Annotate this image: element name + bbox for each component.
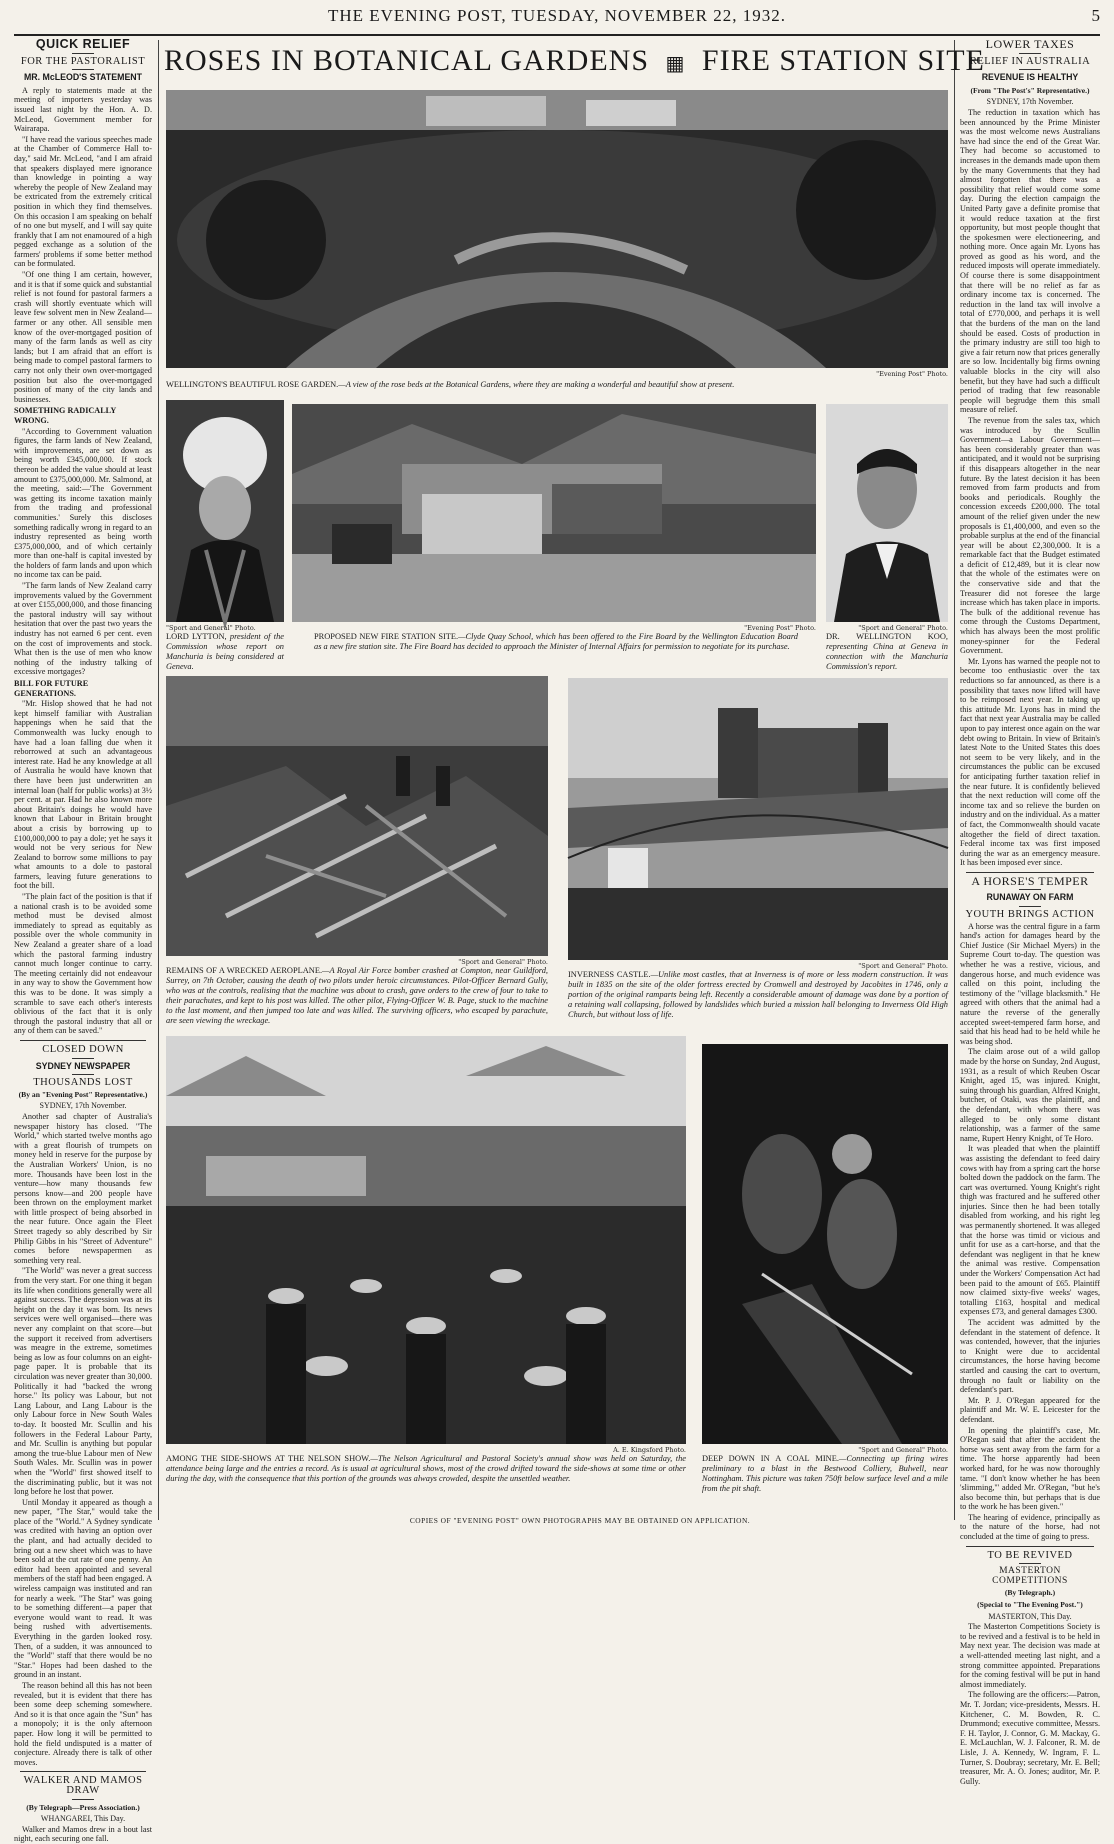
divider [1019,69,1041,70]
photo-credit: "Sport and General" Photo. [166,624,256,632]
divider [20,1040,146,1041]
article-paragraph: The following are the officers:—Patron, Mr. T. Jordan; vice-presidents, Messrs. H. Kitchener, C. M. Bowden, R. C. Drummond; executive committee, Messrs. F. H. Taylor, J. Connor, G. M. Mackay, G. E. McLauchlan, W. J. Falconer, R. M. de Lisle, J. A. Kennedy, W. Ingram, F. L. Turner, S. Doubray; secretary, Mr. E. Bell; treasurer, Mr. A. O. Jones; auditor, Mr. P. Gully. [960,1690,1100,1786]
article-credit: (By Telegraph.) [1004,1588,1056,1598]
article-paragraph: It was pleaded that when the plaintiff was assisting the defendant to feed dairy cows with hay from a spring cart the horse bolted down the paddock on the farm. The cart was overturned. Young Knight's right thigh was fractured and he suffered other injuries. Since then he had been totally disabled from working, and his right leg was permanently shortened. It was alleged that the horse was timid or vicious and unfit for use as a cart-horse, and that the defendant was negligent in that he knew the animal was restive. Compensation under the Workers' Compensation Act had been paid to the amount of £65. Plaintiff now claimed sixty-five weeks' wages, totalling £163, hospital and medical expenses £73, and general damages £300. [960,1144,1100,1317]
photo-lord-lytton [166,400,284,622]
caption-nelson-show [166,1454,686,1484]
rose-garden-image [166,90,948,368]
divider [20,1771,146,1772]
article-paragraph: "The farm lands of New Zealand carry improvements valued by the Government at over £155,000,000, and those financing the pastoral industry will say without hesitation that over the past two years the industry has not earned 6 per cent. even on the cost of improvements and stock. What then is the use of men who know nothing of the industry talking of excessive mortgages? [14,581,152,677]
article-quick-relief-deck: MR. McLEOD'S STATEMENT [23,72,143,83]
article-credit: (By Telegraph—Press Association.) [26,1802,140,1812]
caption-wellington-koo [826,632,948,672]
article-paragraph: The Masterton Competitions Society is to be revived and a festival is to be held in May next year. The decision was made at a well-attended meeting last night, and a strong committee appointed. Preparations for the coming festival will be put in hand almost immediately. [960,1622,1100,1689]
article-revived-headline: TO BE REVIVED [987,1549,1073,1561]
caption-fire-station-site [314,632,798,652]
divider [966,1546,1094,1547]
article-lower-taxes-headline: LOWER TAXES [985,37,1075,51]
article-closed-down-subhead: SYDNEY NEWSPAPER [35,1060,131,1071]
divider [966,872,1094,873]
banner-right: FIRE STATION SITE [701,44,985,77]
caption-lead: REMAINS OF A WRECKED AEROPLANE. [166,966,323,975]
caption-lead: WELLINGTON'S BEAUTIFUL ROSE GARDEN. [166,380,339,389]
article-dateline: MASTERTON, This Day. [988,1611,1072,1621]
photo-credit: "Sport and General" Photo. [858,624,948,632]
caption-lead: AMONG THE SIDE-SHOWS AT THE NELSON SHOW. [166,1454,371,1463]
nelson-show-image [166,1036,686,1444]
photo-credit: "Sport and General" Photo. [858,962,948,970]
article-paragraph: The accident was admitted by the defendant in the statement of defence. It was contended, however, that the injuries to Knight were due to accidental circumstances, the horse having become startled and causing the cart to overturn, through no fault or liability on the defendant's part. [960,1318,1100,1395]
article-lower-taxes-subhead: RELIEF IN AUSTRALIA [969,55,1091,67]
caption-text: —A view of the rose beds at the Botanical Gardens, where they are making a wonderful and beautiful show at present. [338,380,735,389]
photo-credit: "Evening Post" Photo. [744,624,816,632]
divider [1019,906,1041,907]
photo-credit: "Sport and General" Photo. [858,1446,948,1454]
masthead-title: THE EVENING POST, TUESDAY, NOVEMBER 22, 1932. [327,6,787,25]
divider [72,69,94,70]
wrecked-aeroplane-image [166,676,548,956]
article-paragraph: "The plain fact of the position is that if a national crash is to be avoided some method must be devised almost immediately to spread as equitably as possible over the whole community in New Zealand a greater share of a load which the pastoral farming industry cannot much longer continue to carry. The meeting certainly did not endeavour in any way to show the Government how this was to be done. It was simply a scramble to save each other's interests oblivious of the fact that it is only through the pastoral industry that all or any of them can be saved." [14,892,152,1036]
article-paragraph: Walker and Mamos drew in a bout last night, each securing one fall. [14,1824,152,1844]
photo-wellington-koo [826,404,948,622]
article-credit: (From "The Post's" Representative.) [970,85,1090,95]
article-revived-subhead: MASTERTON COMPETITIONS [992,1566,1068,1586]
divider [72,1799,94,1800]
article-dateline: SYDNEY, 17th November. [39,1101,127,1111]
column-rule-right [954,40,955,1520]
article-paragraph: Mr. Lyons has warned the people not to become too enthusiastic over the tax reductions so far announced, as there is a possibility that taxes now lifted will have to be reimposed next year. In taking up this attitude Mr. Lyons has in mind the fact that next year Australia may be called upon to pay interest once again on the war debt owing to Britain. In view of Britain's latest Note to the United States this does not seem to be very likely, and in the circumstances the public can be excused for anticipating further taxation relief in the near future. It is confidently believed that the next reduction will come off the income tax and so relieve the burden on industry and on the individual. As a matter of fact, the Commonwealth should vacate altogether the field of direct taxation. Federal income tax was first imposed during the war as an emergency measure. It has been imposed ever since. [960,656,1100,868]
article-horse-subhead: RUNAWAY ON FARM [986,892,1074,903]
article-paragraph: The reason behind all this has not been revealed, but it is evident that there has been some deep scheming somewhere. And so it is that once again the "Sun" has a monopoly; it is the only afternoon paper. How long it will be permitted to hold the field undisputed is a matter of conjecture. Already there is talk of other moves. [14,1680,152,1767]
article-paragraph: The claim arose out of a wild gallop made by the horse on Sunday, 2nd August, 1931, as a result of which Reuben Oscar Knight, aged 15, was injured. Knight, suing through his guardian, Alfred Knight, butcher, of Otaki, was the plaintiff, and the defendant, with whom there was alleged to be only some distant relationship, was a farmer of the same name, Rupert Henry Knight, of Te Horo. [960,1047,1100,1143]
caption-lead: LORD LYTTON, [166,632,227,641]
article-dateline: SYDNEY, 17th November. [986,97,1074,107]
caption-wrecked-aeroplane [166,966,548,1026]
article-paragraph: The revenue from the sales tax, which was introduced by the Scullin Government—a Labour Government—has been considerably greater than was anticipated, and it would not be surprising if this disappears altogether in the near future. By the latest decision it has been removed from farm products and from books and periodicals. Roughly the concession exceeds £200,000. The total amount of the relief given under the new proposals is £1,400,000, and even so the probable surplus at the end of the financial year will be about £2,300,000. It is a remarkable fact that the Budget estimated a deficit of £12,489, but it is clear now that the whole of the estimates were on the conservative side and that the Treasurer did not foresee the large increase which has taken place in imports. The bulk of the additional revenue has come through the Customs Department, which has always been the most prolific money-spinner for the Federal Government. [960,415,1100,656]
caption-text: —Connecting up firing wires preliminary to a blast in the Bestwood Colliery, Bulwell, near Nottingham. This picture was taken 750ft below surface level and a mile from the pit shaft. [702,1454,948,1493]
inverness-castle-image [568,678,948,960]
photo-nelson-show [166,1036,686,1444]
article-paragraph: In opening the plaintiff's case, Mr. O'Regan said that after the accident the horse was sent away from the farm for a time. The horse apparently had been worked hard, for he was now thoroughly tame. "I don't know whether he has been 'slimming,'" added Mr. O'Regan, "but he's also become thin, but perhaps that is due to the work he has been given." [960,1425,1100,1512]
caption-coal-mine [702,1454,948,1494]
caption-inverness-castle [568,970,948,1020]
caption-text: —Unlike most castles, that at Inverness is of more or less modern construction. It was built in 1835 on the site of the older fortress erected by Cromwell and destroyed by Jacobites in 1746, only a portion of the original ramparts being left. Recently a considerable amount of damage was done by a portion of a retaining wall collapsing, followed by landslides which buried a mission hall belonging to Inverness Old High Church, but without loss of life. [568,970,948,1019]
banner-left: ROSES IN BOTANICAL GARDENS [164,44,650,77]
article-paragraph: "Mr. Hislop showed that he had not kept himself familiar with Australian happenings when he said that the Commonwealth was lucky enough to have had a loan falling due when it reborrowed at such an advantageous interest rate. Had he any knowledge at all of Australia he would have known that there have been just underwritten an internal loan (half for public works) at 3½ per cent. at par. Had he also known more about Britain's doings he would have known that Labour in Britain brought about a crisis by borrowing up to £100,000,000 to pay a dole; yet he says it would not be very serious for New Zealand to borrow some millions to pay what amounts to a dole to pastoral farmers, leaving future generations to foot the bill. [14,699,152,891]
article-quick-relief-headline: QUICK RELIEF [35,37,131,51]
wellington-koo-image [826,404,948,622]
caption-rose-garden [166,380,948,390]
caption-lead: INVERNESS CASTLE. [568,970,651,979]
page-number: 5 [1091,6,1100,25]
article-paragraph: "I have read the various speeches made at the Chamber of Commerce Hall to-day," said Mr. McLeod, "and I am afraid that speakers displayed mere ignorance than knowledge in pointing a way whereby the people of New Zealand may be extricated from the extremely critical position in which they find themselves. On this occasion I am speaking on behalf of no one but myself, and I will say quite frankly that I am not enamoured of a high pegged exchange as a solution of the farmers' problems if some better method can be formulated. [14,134,152,269]
article-paragraph: "According to Government valuation figures, the farm lands of New Zealand, with improvements, are set down as being worth £345,000,000. If stock thereon be added the value should at least amount to £375,000,000. Mr. Salmond, at the meeting, said:—'The Government was getting its income taxation mainly from the trading and professional communities.' Surely this discloses something radically wrong in regard to an industry represented as being worth £375,000,000, and of which certainly more than one-half is capital invested by the holders of farm lands and upon which no income tax can be paid. [14,426,152,580]
caption-lead: PROPOSED NEW FIRE STATION SITE. [314,632,459,641]
article-walker-mamos-headline: WALKER AND MAMOS DRAW [23,1775,143,1796]
photo-coal-mine [702,1044,948,1444]
article-paragraph: A horse was the central figure in a farm hand's action for damages heard by the Chief Justice (Sir Michael Myers) in the Supreme Court to-day. The question was whether he was a restive, vicious, and dangerous horse, and much evidence was called on this point, including the testimony of the "village blacksmith." He agreed with others that the animal had a nature the reverse of the generally accepted sweet-tempered farm horse, and said that his head had to be held while he was being shod. [960,921,1100,1046]
article-credit: (Special to "The Evening Post.") [977,1600,1083,1610]
caption-text: representing China at Geneva in connection with the Manchuria Commission's report. [826,642,948,671]
article-paragraph: The hearing of evidence, principally as to the nature of the horse, had not concluded at the time of going to press. [960,1512,1100,1542]
article-closed-down-headline: CLOSED DOWN [42,1043,124,1055]
article-lower-taxes-deck: REVENUE IS HEALTHY [981,72,1079,83]
article-paragraph: Mr. P. J. O'Regan appeared for the plaintiff and Mr. W. E. Leicester for the defendant. [960,1395,1100,1424]
photo-wrecked-aeroplane [166,676,548,956]
banner-ornament-icon: ▦ [665,52,686,75]
caption-lead: DEEP DOWN IN A COAL MINE. [702,1454,839,1463]
photo-credit: "Evening Post" Photo. [876,370,948,378]
divider [72,53,94,54]
article-paragraph: A reply to statements made at the meeting of importers yesterday was issued last night by the Hon. A. D. McLeod, Government member for Wairarapa. [14,85,152,134]
divider [1019,1563,1041,1564]
caption-lord-lytton [166,632,284,672]
caption-text: —A Royal Air Force bomber crashed at Compton, near Guildford, Surrey, on 7th October, causing the death of two pilots under heroic circumstances. Pilot-Officer Bernard Gully, who was at the controls, realising that the machine was about to crash, gave orders to the crew of four to take to their parachutes, and kept to his post was killed. The other pilot, Flying-Officer W. B. Page, stuck to the machine to the last moment, and then jumped too late and was killed. The surviving officers, who escaped by parachute, are seen viewing the wreckage. [166,966,548,1025]
lord-lytton-image [166,400,284,622]
coal-mine-image [702,1044,948,1444]
caption-text: —Clyde Quay School, which has been offered to the Fire Board by the Wellington Education Board as a new fire station site. The Fire Board has decided to approach the Minister of Internal Affairs for permission to negotiate for its purchase. [314,632,798,651]
article-quick-relief-subhead: FOR THE PASTORALIST [20,55,146,67]
photo-inverness-castle [568,678,948,960]
right-column [960,37,1100,1786]
banner-headline [164,44,985,84]
photo-copies-notice: COPIES OF "EVENING POST" OWN PHOTOGRAPHS MAY BE OBTAINED ON APPLICATION. [409,1516,751,1525]
article-credit: (By an "Evening Post" Representative.) [18,1089,148,1099]
article-crosshead: BILL FOR FUTURE GENERATIONS. [14,679,89,698]
article-horse-headline: A HORSE'S TEMPER [971,873,1089,888]
caption-text: —The Nelson Agricultural and Pastoral Society's annual show was held on Saturday, the attendance being large and the entries a record. As is usual at agricultural shows, most of the crowd drifted toward the side-shows at some time or other during the day, with the consequence that this portion of the grounds was always crowded, despite the unsettled weather. [166,1454,686,1483]
divider [1019,53,1041,54]
caption-lead: DR. WELLINGTON KOO, [826,632,948,641]
article-closed-down-deck: THOUSANDS LOST [33,1077,133,1089]
divider [1019,889,1041,890]
article-horse-deck: YOUTH BRINGS ACTION [965,909,1095,921]
article-paragraph: The reduction in taxation which has been announced by the Prime Minister was the most welcome news Australians have had since the end of the Great War. They had become so accustomed to increases in the demands made upon them by the many Governments that they had almost forgotten that there was a possibility that relief would come some day. During the election campaign the United Party gave a definite promise that it would reduce taxation at the first opportunity, but most people thought that the spokesmen were electioneering, and nothing more. Once again Mr. Lyons has proved as good as his word, and the reduced imposts will operate immediately. Of course there is some disappointment that there will be no relief as far as ordinary income tax is concerned. The reduction in the land tax will involve a total of £770,000, and perhaps it is well that the burdens of the man on the land should be eased. Costs of production in the primary industry are still too high to give a fair return now that prices generally are so low. Incidentally big firms owning valuable blocks in the city will also benefit, but they have had such a difficult period of trading that few reasonable people will begrudge them this small measure of relief. [960,107,1100,415]
left-column [14,37,152,1844]
article-crosshead: SOMETHING RADICALLY WRONG. [14,406,116,425]
article-dateline: WHANGAREI, This Day. [40,1814,126,1824]
divider [72,1074,94,1075]
photo-fire-station-site [292,404,816,622]
article-paragraph: "The World" was never a great success from the very start. For one thing it began its life when conditions generally were all against success. The depression was at its height on the day it was born. Its news services were well organised—there was never any complaint on that score—but the support it received from advertisers was meagre in the extreme, sometimes being as low as four columns on an eight-page paper. It is probable that its circulation was never greater than 30,000. Politically it had "backed the wrong horse." Its policy was Labour, but not Lang Labour, and Lang Labour is the only Labour force in New South Wales to-day. It boosted Mr. Scullin and his followers in the Federal Labour Party, and Mr. Scullin is anything but popular among the true-blue Labour men of New South Wales. Mr. Scullin was in power when the "World" first showed itself to the discriminating public, but it was not long before he lost that power. [14,1266,152,1497]
article-paragraph: Another sad chapter of Australia's newspaper history has closed. "The World," which started twelve months ago with a great flourish of trumpets on money held in reserve for the purpose by the Australian Workers' Union, is no more. Thousands have been lost in the venture—how many thousands few persons know—and 200 people have been thrown on the employment market with little prospect of being absorbed in the near future. Once again the Fleet Street tragedy so ably described by Sir Philip Gibbs in his "Street of Adventure" comes before newspapermen as something very real. [14,1111,152,1265]
article-paragraph: Until Monday it appeared as though a new paper, "The Star," would take the place of the "World." A Sydney syndicate was credited with having an option over the plant, and had actually decided to bring out a new sheet which was to have been sold at the cut rate of one penny. An editor had been appointed and several members of the staff had been engaged. A wireless campaign was instituted and ran for nearly a week. "The Star" was going to be something different—a paper that everyone would want to read. It was being rushed with advertisements. Everything in the garden looked rosy. Then, of a sudden, it was announced to the "World" staff that there would be no "Star." Hopes had been dashed to the ground in an instant. [14,1497,152,1680]
masthead-rule [14,34,1100,36]
column-rule-left [158,40,159,1520]
photo-credit: A. E. Kingsford Photo. [613,1446,686,1454]
photo-rose-garden [166,90,948,368]
divider [72,1058,94,1059]
fire-station-site-image [292,404,816,622]
photo-credit: "Sport and General" Photo. [458,958,548,966]
caption-text: president of the Commission whose report on Manchuria is being considered at Geneva. [166,632,284,671]
article-paragraph: "Of one thing I am certain, however, and it is that if some quick and substantial relief is not found for pastoral farmers a crash will shortly eventuate which will leave few solvent men in New Zealand—farmer or any other. All sensible men know of the over-mortgaged position of many of the farm lands as well as city lands; but I am afraid that an effort is being made to compel pastoral farmers to carry not only their own over-mortgaged position but also the over-mortgaged position of many of the city lands and businesses. [14,270,152,404]
